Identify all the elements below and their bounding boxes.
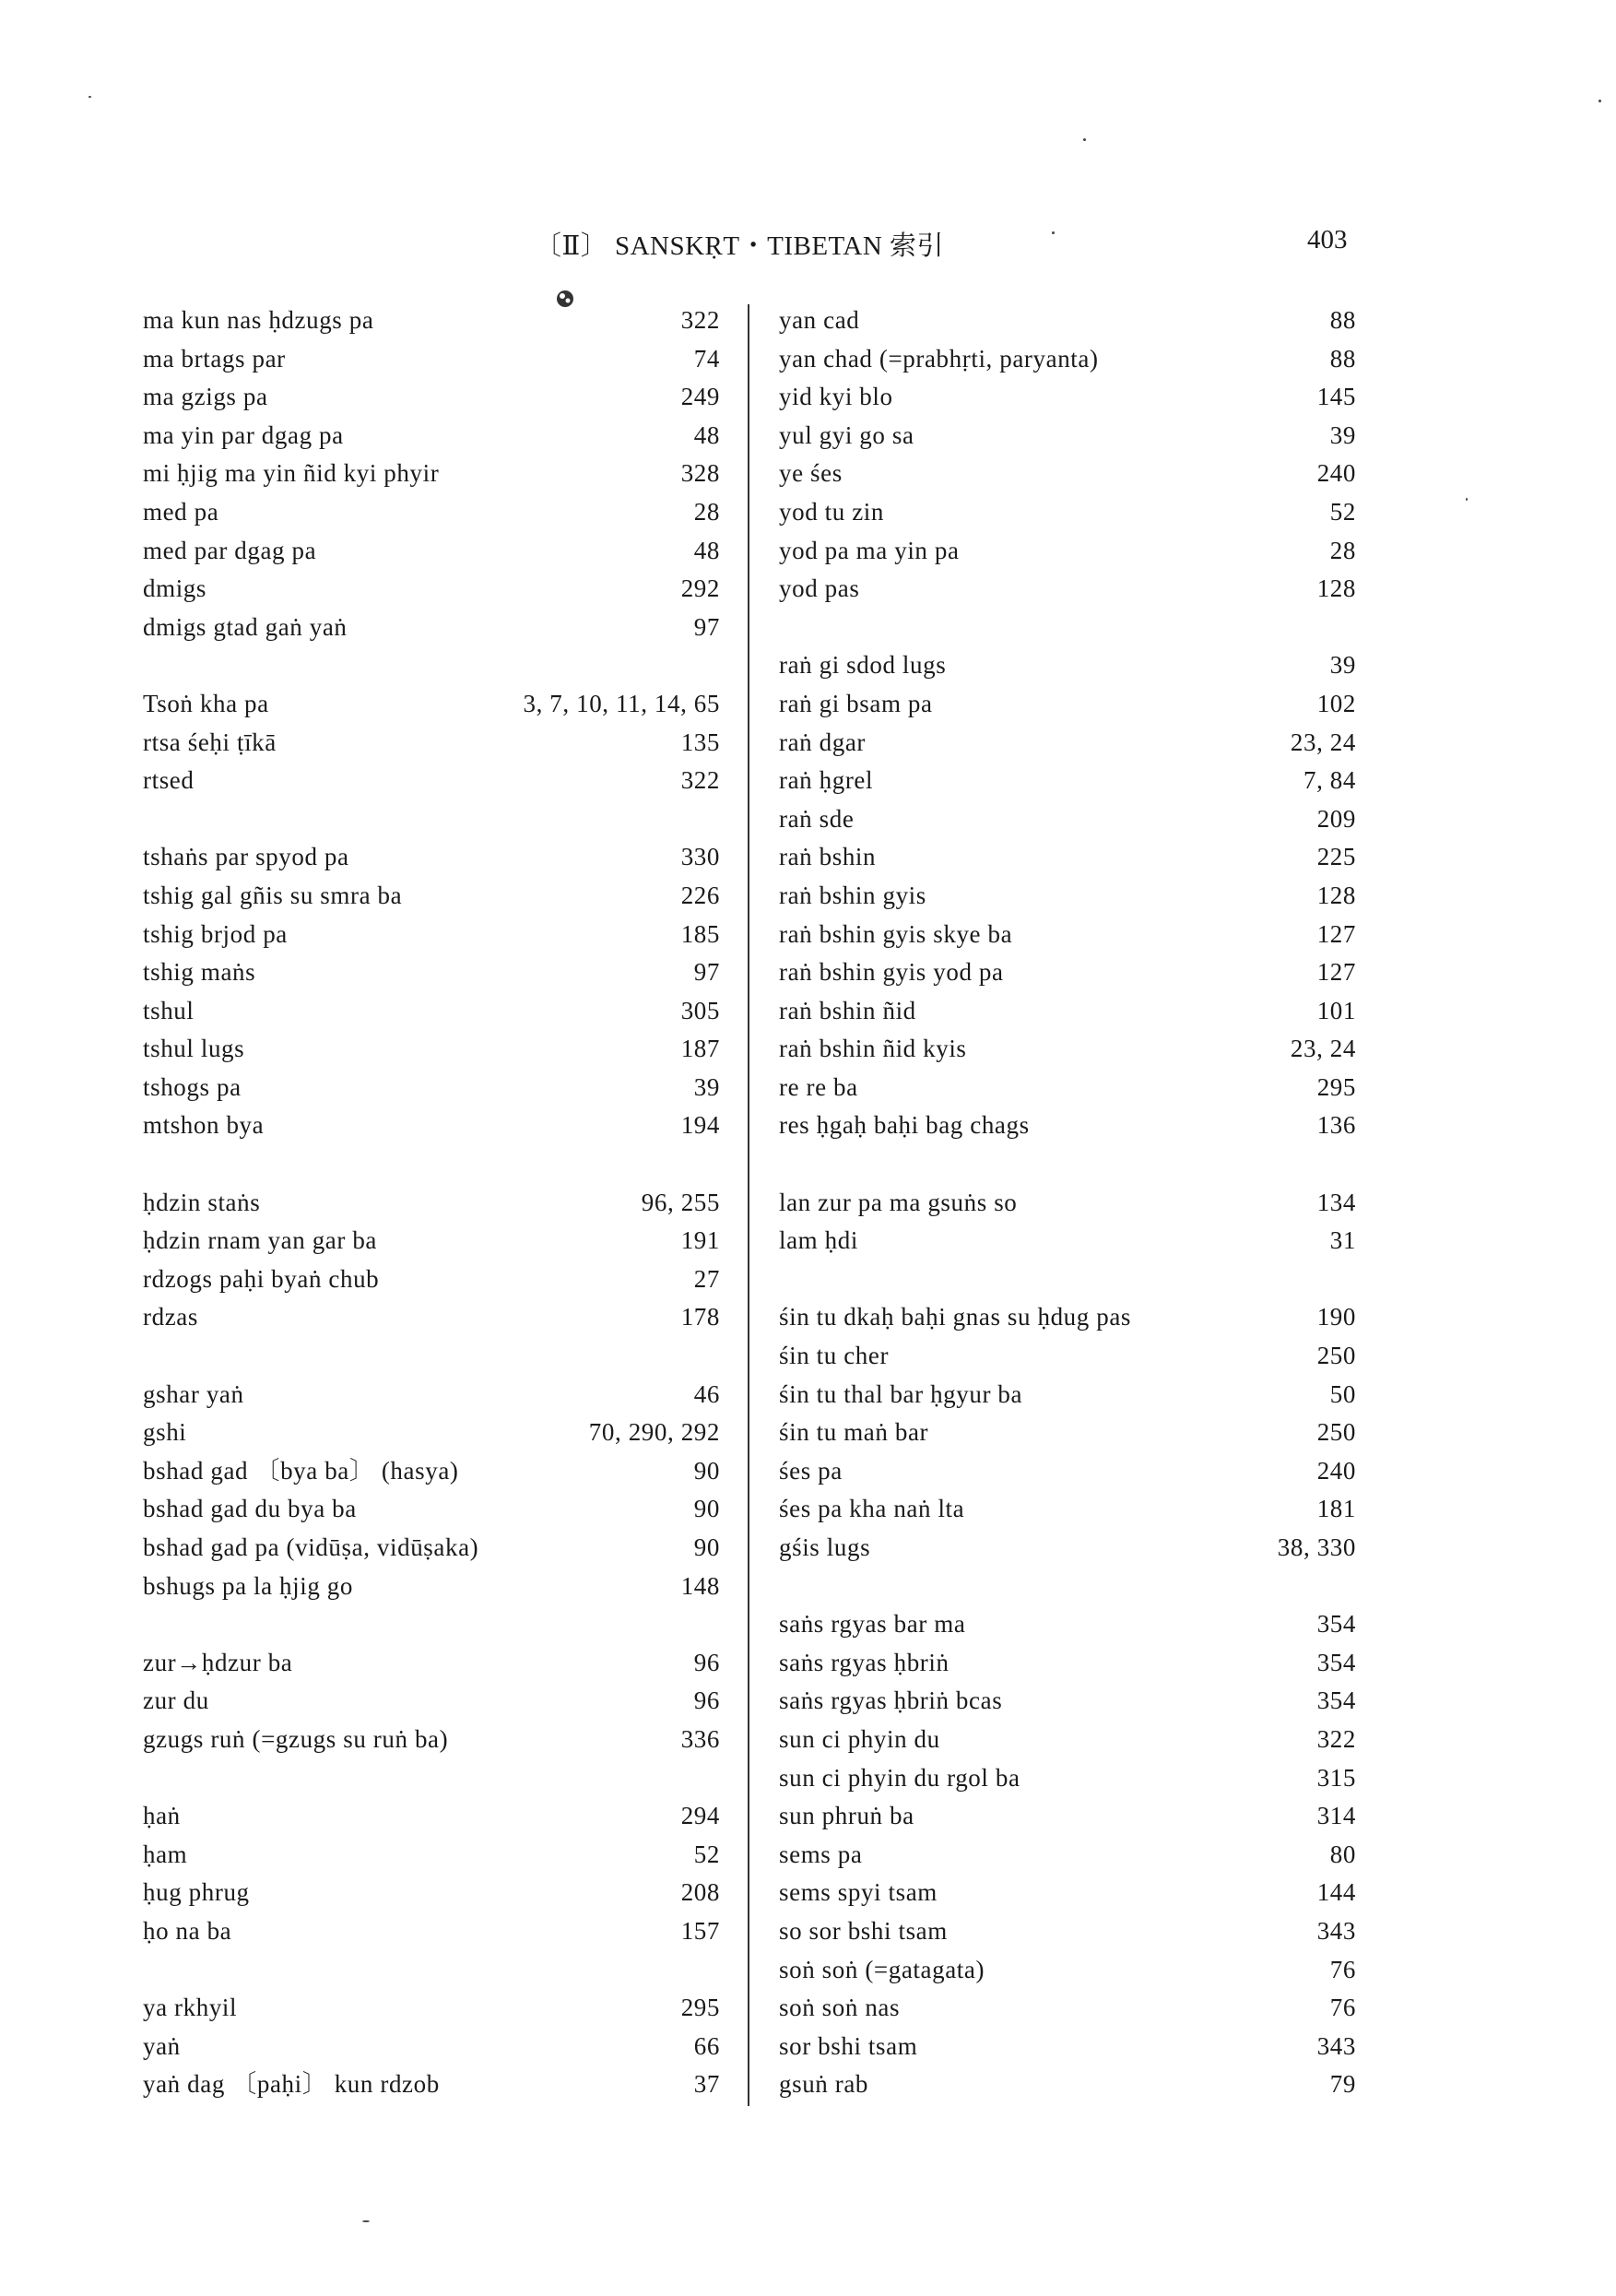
index-entry <box>143 1644 720 1683</box>
index-page-refs: 145 <box>1316 383 1356 411</box>
index-entry <box>143 417 720 456</box>
index-term: tshig brjod pa <box>143 919 288 948</box>
index-page-refs: 101 <box>1316 996 1356 1024</box>
index-term: yaṅ <box>143 2031 181 2060</box>
index-entry <box>143 493 720 532</box>
index-entry <box>143 1030 720 1069</box>
index-term: sun phruṅ ba <box>779 1802 914 1830</box>
index-entry <box>143 1452 720 1491</box>
index-term: ḥug phrug <box>143 1878 250 1907</box>
index-page-refs: 343 <box>1316 1916 1356 1945</box>
index-term: ḥo na ba <box>143 1916 232 1945</box>
index-term: yan chad (=prabhṛti, paryanta) <box>779 344 1099 373</box>
index-entry <box>779 2065 1356 2104</box>
index-term: śin tu thal bar ḥgyur ba <box>779 1379 1023 1408</box>
index-term: tshul <box>143 996 195 1024</box>
index-term: yan cad <box>779 306 860 334</box>
index-page-refs: 70, 290, 292 <box>588 1418 720 1447</box>
index-page-refs: 76 <box>1329 1955 1356 1983</box>
index-entry <box>143 609 720 647</box>
index-entry <box>143 877 720 916</box>
index-term: raṅ gi bsam pa <box>779 689 933 717</box>
index-term: raṅ bshin gyis yod pa <box>779 958 1004 987</box>
group-spacer <box>779 1260 1356 1299</box>
index-term: raṅ bshin ñid <box>779 996 916 1024</box>
index-entry <box>143 1682 720 1721</box>
index-term: śes pa kha naṅ lta <box>779 1495 965 1523</box>
group-spacer <box>143 800 720 839</box>
index-term: tshig gal gñis su smra ba <box>143 881 403 909</box>
index-term: med par dgag pa <box>143 536 317 564</box>
index-page-refs: 127 <box>1316 919 1356 948</box>
index-page-refs: 314 <box>1316 1802 1356 1830</box>
index-entry <box>779 1797 1356 1836</box>
index-term: tshig maṅs <box>143 958 256 987</box>
index-page-refs: 181 <box>1316 1495 1356 1523</box>
index-entry <box>143 1222 720 1260</box>
index-entry <box>779 1222 1356 1260</box>
index-page-refs: 48 <box>693 420 720 449</box>
index-entry <box>143 1414 720 1452</box>
index-term: ḥdzin staṅs <box>143 1188 261 1216</box>
index-page-refs: 46 <box>693 1379 720 1408</box>
index-page-refs: 295 <box>1316 1072 1356 1101</box>
column-divider <box>748 304 749 2106</box>
index-term: ma kun nas ḥdzugs pa <box>143 306 374 334</box>
index-entry <box>779 646 1356 685</box>
index-entry <box>779 992 1356 1031</box>
index-entry <box>779 724 1356 763</box>
index-entry <box>143 724 720 763</box>
index-entry <box>143 1568 720 1606</box>
index-page-refs: 52 <box>1329 497 1356 526</box>
index-entry <box>779 1069 1356 1107</box>
index-term: sun ci phyin du <box>779 1724 940 1753</box>
index-term: gśis lugs <box>779 1533 871 1561</box>
index-term: bshad gad 〔bya ba〕 (hasya) <box>143 1456 459 1485</box>
index-term: ye śes <box>779 459 843 488</box>
group-spacer <box>143 1145 720 1184</box>
index-term: yod pa ma yin pa <box>779 536 960 564</box>
index-page-refs: 328 <box>680 459 720 488</box>
index-term: śin tu cher <box>779 1342 890 1370</box>
index-entry <box>779 1184 1356 1223</box>
index-page-refs: 3, 7, 10, 11, 14, 65 <box>523 689 720 717</box>
page-header <box>0 225 1616 266</box>
index-entry <box>779 800 1356 839</box>
index-term: śes pa <box>779 1456 843 1485</box>
index-term: ma yin par dgag pa <box>143 420 344 449</box>
index-page-refs: 39 <box>693 1072 720 1101</box>
index-entry <box>779 953 1356 992</box>
index-page-refs: 96 <box>693 1648 720 1676</box>
index-entry <box>779 1605 1356 1644</box>
scan-speck <box>88 96 91 98</box>
index-page-refs: 294 <box>680 1802 720 1830</box>
index-entry <box>779 1452 1356 1491</box>
index-term: ḥdzin rnam yan gar ba <box>143 1226 378 1255</box>
index-term: sems spyi tsam <box>779 1878 938 1907</box>
index-term: ma brtags par <box>143 344 286 373</box>
index-term: yaṅ dag 〔paḥi〕 kun rdzob <box>143 2070 440 2099</box>
index-term: re re ba <box>779 1072 858 1101</box>
index-page-refs: 191 <box>680 1226 720 1255</box>
index-term: dmigs <box>143 574 207 603</box>
index-entry <box>779 378 1356 417</box>
index-page-refs: 249 <box>680 383 720 411</box>
index-entry <box>143 2065 720 2104</box>
index-entry <box>143 916 720 954</box>
index-page-refs: 322 <box>680 766 720 795</box>
index-page-refs: 343 <box>1316 2031 1356 2060</box>
index-entry <box>143 1989 720 2028</box>
index-term: raṅ bshin gyis skye ba <box>779 919 1013 948</box>
index-term: rdzas <box>143 1303 198 1331</box>
index-term: lan zur pa ma gsuṅs so <box>779 1188 1018 1216</box>
index-term: rdzogs paḥi byaṅ chub <box>143 1264 380 1293</box>
index-page-refs: 50 <box>1329 1379 1356 1408</box>
index-entry <box>143 992 720 1031</box>
group-spacer <box>779 1568 1356 1606</box>
index-page-refs: 330 <box>680 843 720 871</box>
index-term: zur→ḥdzur ba <box>143 1648 293 1676</box>
index-term: gshar yaṅ <box>143 1379 244 1408</box>
index-page-refs: 354 <box>1316 1648 1356 1676</box>
index-page-refs: 250 <box>1316 1342 1356 1370</box>
index-entry <box>779 1989 1356 2028</box>
index-page-refs: 52 <box>693 1840 720 1868</box>
scan-speck <box>1083 138 1086 141</box>
index-page-refs: 88 <box>1329 344 1356 373</box>
index-term: sor bshi tsam <box>779 2031 918 2060</box>
index-page-refs: 39 <box>1329 420 1356 449</box>
index-entry <box>143 1874 720 1912</box>
index-term: ya rkhyil <box>143 1994 238 2022</box>
index-entry <box>779 532 1356 571</box>
index-entry <box>779 1414 1356 1452</box>
index-page-refs: 209 <box>1316 804 1356 833</box>
group-spacer <box>143 1759 720 1798</box>
index-entry <box>143 340 720 379</box>
index-entry <box>143 378 720 417</box>
group-spacer <box>779 609 1356 647</box>
index-term: ma gzigs pa <box>143 383 268 411</box>
index-entry <box>779 877 1356 916</box>
index-entry <box>143 1836 720 1875</box>
index-page-refs: 48 <box>693 536 720 564</box>
index-page-refs: 292 <box>680 574 720 603</box>
index-page-refs: 38, 330 <box>1277 1533 1356 1561</box>
index-page-refs: 90 <box>693 1533 720 1561</box>
index-term: rtsed <box>143 766 195 795</box>
index-entry <box>143 1721 720 1759</box>
index-term: zur du <box>143 1686 209 1715</box>
index-page-refs: 240 <box>1316 1456 1356 1485</box>
index-entry <box>779 493 1356 532</box>
index-term: ḥam <box>143 1840 188 1868</box>
index-page-refs: 295 <box>680 1994 720 2022</box>
index-entry <box>143 1912 720 1951</box>
index-term: saṅs rgyas ḥbriṅ bcas <box>779 1686 1003 1715</box>
index-entry <box>143 762 720 800</box>
index-term: raṅ dgar <box>779 728 867 756</box>
index-page-refs: 74 <box>693 344 720 373</box>
index-entry <box>143 532 720 571</box>
index-page-refs: 37 <box>693 2070 720 2099</box>
index-entry <box>143 1376 720 1414</box>
index-entry <box>143 1184 720 1223</box>
index-page-refs: 134 <box>1316 1188 1356 1216</box>
index-entry <box>143 1069 720 1107</box>
index-page-refs: 157 <box>680 1916 720 1945</box>
index-entry <box>143 838 720 877</box>
index-page-refs: 135 <box>680 728 720 756</box>
index-entry <box>779 455 1356 493</box>
index-entry <box>143 2028 720 2066</box>
index-term: ḥaṅ <box>143 1802 181 1830</box>
index-page-refs: 187 <box>680 1035 720 1063</box>
index-page-refs: 96 <box>693 1686 720 1715</box>
index-term: gzugs ruṅ (=gzugs su ruṅ ba) <box>143 1724 449 1753</box>
index-page-refs: 128 <box>1316 574 1356 603</box>
index-entry <box>779 838 1356 877</box>
index-page-refs: 76 <box>1329 1994 1356 2022</box>
index-page-refs: 336 <box>680 1724 720 1753</box>
index-entry <box>143 685 720 724</box>
index-term: lam ḥdi <box>779 1226 858 1255</box>
index-page-refs: 240 <box>1316 459 1356 488</box>
index-page-refs: 226 <box>680 881 720 909</box>
index-page-refs: 225 <box>1316 843 1356 871</box>
index-term: mtshon bya <box>143 1111 265 1140</box>
index-term: raṅ bshin <box>779 843 877 871</box>
index-entry <box>779 1644 1356 1683</box>
index-entry <box>779 916 1356 954</box>
index-entry <box>779 1912 1356 1951</box>
index-page-refs: 250 <box>1316 1418 1356 1447</box>
index-page-refs: 127 <box>1316 958 1356 987</box>
index-page-refs: 97 <box>693 958 720 987</box>
index-page-refs: 80 <box>1329 1840 1356 1868</box>
group-spacer <box>143 1605 720 1644</box>
index-entry <box>143 1260 720 1299</box>
index-page-refs: 144 <box>1316 1878 1356 1907</box>
index-term: Tsoṅ kha pa <box>143 689 269 717</box>
group-spacer <box>779 1145 1356 1184</box>
index-page-refs: 102 <box>1316 689 1356 717</box>
index-column-left <box>143 302 720 2104</box>
index-page-refs: 23, 24 <box>1290 1035 1356 1063</box>
index-page-refs: 178 <box>680 1303 720 1331</box>
index-page-refs: 322 <box>1316 1724 1356 1753</box>
scan-speck <box>1598 100 1601 102</box>
index-term: gsuṅ rab <box>779 2070 869 2099</box>
index-page-refs: 136 <box>1316 1111 1356 1140</box>
index-entry <box>143 1529 720 1568</box>
index-page-refs: 28 <box>1329 536 1356 564</box>
index-term: med pa <box>143 497 219 526</box>
index-term: mi ḥjig ma yin ñid kyi phyir <box>143 459 440 488</box>
index-term: saṅs rgyas ḥbriṅ <box>779 1648 950 1676</box>
index-entry <box>779 1721 1356 1759</box>
index-entry <box>779 1874 1356 1912</box>
index-term: soṅ soṅ (=gatagata) <box>779 1955 985 1983</box>
index-entry <box>779 762 1356 800</box>
index-term: res ḥgaḥ baḥi bag chags <box>779 1111 1030 1140</box>
index-entry <box>143 570 720 609</box>
running-title: 〔Ⅱ〕 SANSKṚT・TIBETAN 索引 <box>535 231 945 261</box>
index-page-refs: 305 <box>680 996 720 1024</box>
index-page-refs: 88 <box>1329 306 1356 334</box>
index-page-refs: 354 <box>1316 1610 1356 1639</box>
index-term: saṅs rgyas bar ma <box>779 1610 966 1639</box>
index-entry <box>779 1490 1356 1529</box>
index-entry <box>779 1529 1356 1568</box>
index-entry <box>143 1107 720 1145</box>
index-term: yod tu zin <box>779 497 884 526</box>
index-entry <box>779 1682 1356 1721</box>
index-term: śin tu dkaḥ baḥi gnas su ḥdug pas <box>779 1303 1132 1331</box>
index-term: rtsa śeḥi ṭīkā <box>143 728 277 756</box>
index-page-refs: 354 <box>1316 1686 1356 1715</box>
index-entry <box>779 417 1356 456</box>
index-term: gshi <box>143 1418 187 1447</box>
index-page-refs: 90 <box>693 1495 720 1523</box>
index-entry <box>143 1797 720 1836</box>
index-term: yid kyi blo <box>779 383 893 411</box>
index-page-refs: 322 <box>680 306 720 334</box>
index-entry <box>779 570 1356 609</box>
index-page-refs: 96, 255 <box>641 1188 720 1216</box>
index-page-refs: 31 <box>1329 1226 1356 1255</box>
index-page-refs: 27 <box>693 1264 720 1293</box>
index-page-refs: 315 <box>1316 1763 1356 1792</box>
index-term: bshad gad pa (vidūṣa, vidūṣaka) <box>143 1533 479 1561</box>
index-term: raṅ ḥgrel <box>779 766 874 795</box>
scan-speck <box>1052 231 1055 234</box>
index-term: tshaṅs par spyod pa <box>143 843 349 871</box>
index-entry <box>779 1030 1356 1069</box>
index-entry <box>143 1490 720 1529</box>
index-page-refs: 208 <box>680 1878 720 1907</box>
index-page-refs: 23, 24 <box>1290 728 1356 756</box>
index-term: soṅ soṅ nas <box>779 1994 901 2022</box>
index-page-refs: 97 <box>693 612 720 641</box>
index-page-refs: 39 <box>1329 651 1356 680</box>
group-spacer <box>143 1337 720 1376</box>
index-entry <box>779 302 1356 340</box>
index-term: raṅ bshin ñid kyis <box>779 1035 967 1063</box>
index-entry <box>779 340 1356 379</box>
index-entry <box>779 1759 1356 1798</box>
index-term: raṅ gi sdod lugs <box>779 651 947 680</box>
group-spacer <box>143 1951 720 1990</box>
index-entry <box>779 1298 1356 1337</box>
scan-speck <box>1466 498 1468 501</box>
index-term: tshul lugs <box>143 1035 245 1063</box>
index-page-refs: 148 <box>680 1571 720 1600</box>
index-page-refs: 7, 84 <box>1303 766 1356 795</box>
index-term: dmigs gtad gaṅ yaṅ <box>143 612 348 641</box>
index-entry <box>779 1376 1356 1414</box>
index-entry <box>779 1836 1356 1875</box>
index-page-refs: 190 <box>1316 1303 1356 1331</box>
index-page-refs: 79 <box>1329 2070 1356 2099</box>
index-term: bshugs pa la ḥjig go <box>143 1571 353 1600</box>
index-entry <box>143 302 720 340</box>
index-term: sems pa <box>779 1840 863 1868</box>
index-term: so sor bshi tsam <box>779 1916 948 1945</box>
index-entry <box>779 1951 1356 1990</box>
scan-speck <box>362 2220 370 2222</box>
index-term: bshad gad du bya ba <box>143 1495 357 1523</box>
index-term: sun ci phyin du rgol ba <box>779 1763 1020 1792</box>
index-entry <box>779 2028 1356 2066</box>
index-term: yod pas <box>779 574 860 603</box>
index-term: raṅ bshin gyis <box>779 881 926 909</box>
index-entry <box>779 1337 1356 1376</box>
index-term: raṅ sde <box>779 804 855 833</box>
page-number: 403 <box>1307 225 1348 254</box>
index-page-refs: 128 <box>1316 881 1356 909</box>
index-page-refs: 90 <box>693 1456 720 1485</box>
index-page-refs: 185 <box>680 919 720 948</box>
index-entry <box>143 953 720 992</box>
index-entry <box>143 1298 720 1337</box>
index-page-refs: 66 <box>693 2031 720 2060</box>
group-spacer <box>143 646 720 685</box>
index-entry <box>779 1107 1356 1145</box>
index-entry <box>779 685 1356 724</box>
index-column-right <box>779 302 1356 2104</box>
index-term: śin tu maṅ bar <box>779 1418 929 1447</box>
index-page-refs: 194 <box>680 1111 720 1140</box>
index-entry <box>143 455 720 493</box>
index-term: tshogs pa <box>143 1072 242 1101</box>
index-page-refs: 28 <box>693 497 720 526</box>
index-term: yul gyi go sa <box>779 420 914 449</box>
